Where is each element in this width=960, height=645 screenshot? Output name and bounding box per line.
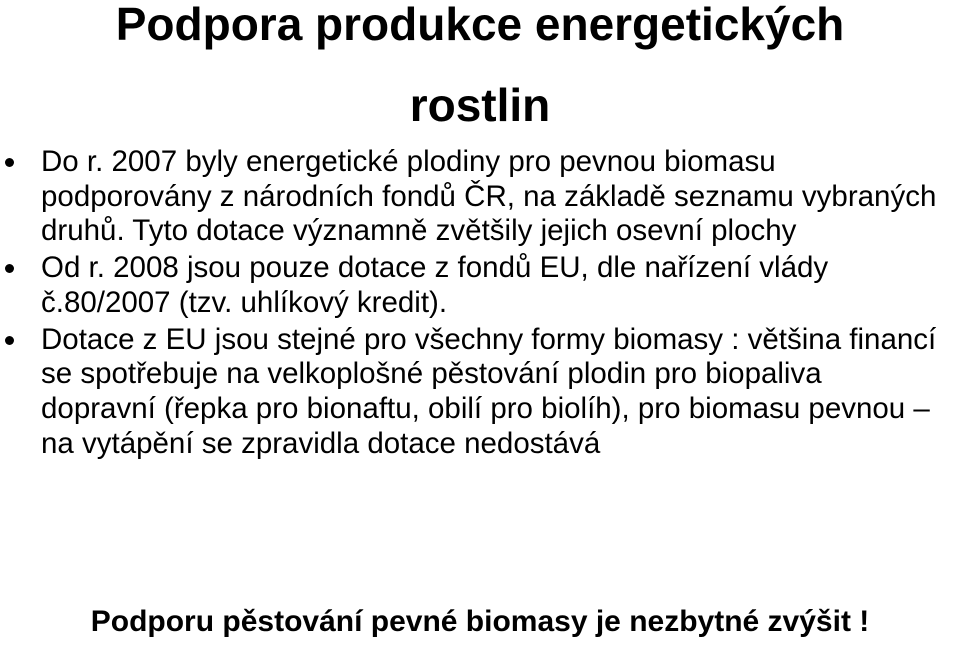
bullet-item-2007-support: [0, 145, 960, 249]
bullet-dot-icon: [5, 264, 14, 273]
bullet-text: Do r. 2007 byly energetické plodiny pro pevnou biomasu podporovány z národních fondů ČR, na základě seznamu vybraných druhů. Tyto dotace významně zvětšily jejich osevní plochy: [41, 145, 937, 248]
bullet-text: Od r. 2008 jsou pouze dotace z fondů EU, dle nařízení vlády č.80/2007 (tzv. uhlíkový kredit).: [41, 251, 829, 319]
slide-title: [0, 0, 960, 129]
bullet-list: [0, 145, 960, 461]
bullet-dot-icon: [5, 158, 14, 167]
slide-conclusion: Podporu pěstování pevné biomasy je nezbytné zvýšit !: [90, 605, 870, 638]
bullet-item-eu-subsidies: [0, 323, 960, 462]
bullet-dot-icon: [5, 336, 14, 345]
slide-title-line-1: Podpora produkce energetických: [115, 0, 845, 50]
slide-title-line-2: rostlin: [409, 79, 551, 131]
bullet-item-2008-eu-funds: [0, 251, 960, 320]
bullet-text: Dotace z EU jsou stejné pro všechny formy biomasy : většina financí se spotřebuje na velkoplošné pěstování plodin pro biopaliva dopravní (řepka pro bionaftu, obilí pro biolíh), pro biomasu pevnou – na vytápění se zpravidla dotace nedostává: [41, 322, 937, 460]
